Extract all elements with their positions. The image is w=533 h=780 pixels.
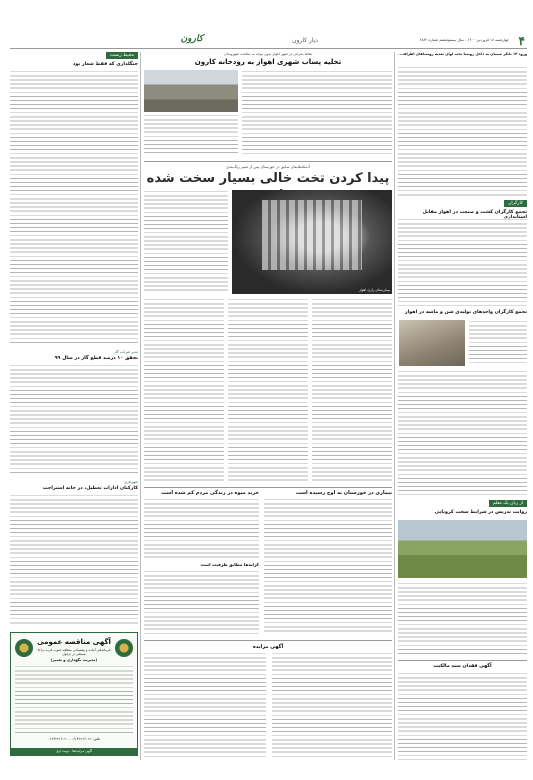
right-story2-title: تجمع کارگران واحدهای تولیدی شن و ماسه در اهواز	[404, 310, 527, 315]
date-line: چهارشنبه ۱۸ فروردین ۱۴۰۰ - سال بیستوششم شماره ۶۸۸۲	[419, 38, 509, 42]
tender-ad-line1: فرماندهی آماده و پشتیبانی منطقه جنوب غرب نزاجا مستقر در دزفول	[37, 648, 111, 657]
left-story3-title: کارکنان ادارات تعطیل، در خانه استراحت	[42, 486, 138, 491]
army-emblem-icon-right	[115, 639, 133, 657]
right-story3-title: روایت تدریس در شرایط سخت کرونایی	[434, 510, 527, 515]
right-text-1	[398, 66, 527, 196]
mid-left-subheadline: کرایه‌ها مطابق ظرفیت است	[200, 562, 259, 567]
tender-ad-text	[15, 665, 133, 735]
left-story2-section: مدیر شرکت گاز	[114, 350, 138, 354]
tender-ad-line2: (مدیریت نگهداری و تعمیر)	[50, 658, 98, 662]
right-divider	[398, 660, 527, 661]
main-text-4	[144, 298, 224, 482]
right-photo-workers	[399, 320, 465, 366]
main-story-photo	[232, 190, 392, 294]
tender-ad-box	[10, 632, 138, 756]
right-text-3	[469, 320, 527, 366]
newspaper-logo: کارون	[180, 34, 203, 44]
left-story2-title: تحقق ۱۰ درصد قطع گاز در سال ۹۹	[54, 356, 138, 361]
right-story1-title: تجمع کارگران کشت و صنعت در اهواز مقابل	[422, 210, 527, 215]
section-label: دیار کارون	[292, 37, 318, 44]
mid-left-headline: خرید میوه در زندگی مردم کم شده است	[161, 490, 259, 496]
right-text-5	[398, 582, 527, 657]
bottom-story-headline: بیماری در خوزستان به اوج رسیده است	[295, 490, 392, 496]
main-text-3	[228, 298, 308, 482]
right-section-header: کارگران	[504, 200, 527, 207]
main-story-headline: پیدا کردن تخت خالی بسیار سخت شده	[146, 171, 390, 186]
masthead-rule	[10, 48, 527, 49]
bottom-ad1-title: آگهی مزایده	[252, 644, 284, 650]
main-text-1	[144, 190, 228, 294]
mid-left-block	[144, 490, 259, 636]
mid-left-text-1	[144, 498, 259, 558]
top-story-kicker: نقاط بحرانی در شهر اهواز بدون توجه به سلامت شهروندان	[224, 52, 312, 56]
tender-ad-title: آگهی مناقصه عمومی	[37, 638, 111, 646]
main-story	[144, 164, 392, 484]
main-story-rule	[144, 487, 392, 488]
right-section-header-2: از زبان یک معلم	[489, 500, 527, 507]
left-text-3	[10, 494, 138, 626]
masthead	[0, 34, 533, 50]
right-text-6	[398, 672, 527, 760]
right-column	[398, 52, 527, 760]
right-text-2	[398, 218, 527, 306]
right-text-4	[398, 370, 527, 496]
top-story-headline: تخلیه پساب شهری اهواز به رودخانه کارون	[194, 58, 342, 66]
right-bottom-ad-title: آگهی فقدان سند مالکیت	[433, 664, 492, 669]
top-story	[144, 52, 392, 158]
col-rule-left	[140, 52, 141, 760]
main-photo-caption: بیمارستان رازی اهواز	[358, 288, 390, 292]
left-story1-title: جنگلداری که فقط شعار بود	[72, 62, 138, 67]
page-number: ۴	[518, 34, 525, 48]
top-story-rule	[144, 161, 392, 162]
left-section-header: محیط زیست	[106, 52, 138, 59]
bottom-ad-text-1	[272, 652, 392, 758]
bottom-rule	[144, 640, 392, 641]
top-story-text	[242, 70, 392, 156]
army-emblem-icon-left	[15, 639, 33, 657]
left-text-1	[10, 70, 138, 346]
tender-ad-phone: تلفن: ۰۶۱۴۲۲۱۶۰۲۱ - ۰۶۱۴۲۲۱۶۰۲۰	[47, 737, 101, 741]
right-lead: ورود ۱۴ تانکر سیمان به داخل روستا تحت لوای تغذیه روستاهای اطراف...	[398, 52, 527, 56]
bottom-story	[264, 490, 392, 636]
top-story-photo	[144, 70, 238, 112]
xray-film	[262, 200, 362, 270]
bottom-ad-text-2	[144, 652, 266, 758]
left-text-2	[10, 364, 138, 476]
main-story-kicker: آدمکه‌هایمان سابق در خوزستان پس از تغییر رنگ‌بندی	[226, 164, 310, 169]
mid-left-text-2	[144, 570, 259, 634]
bottom-ads	[144, 644, 392, 760]
right-photo-mountain	[398, 520, 527, 578]
bottom-story-text	[264, 498, 392, 634]
main-text-2	[312, 298, 392, 482]
tender-ad-footer: آگهی مزایده‌ها - نوبت اول	[11, 748, 137, 755]
col-rule-right	[394, 52, 395, 760]
left-story3-section: شهرداری	[124, 480, 138, 484]
top-story-text-2	[144, 114, 238, 156]
